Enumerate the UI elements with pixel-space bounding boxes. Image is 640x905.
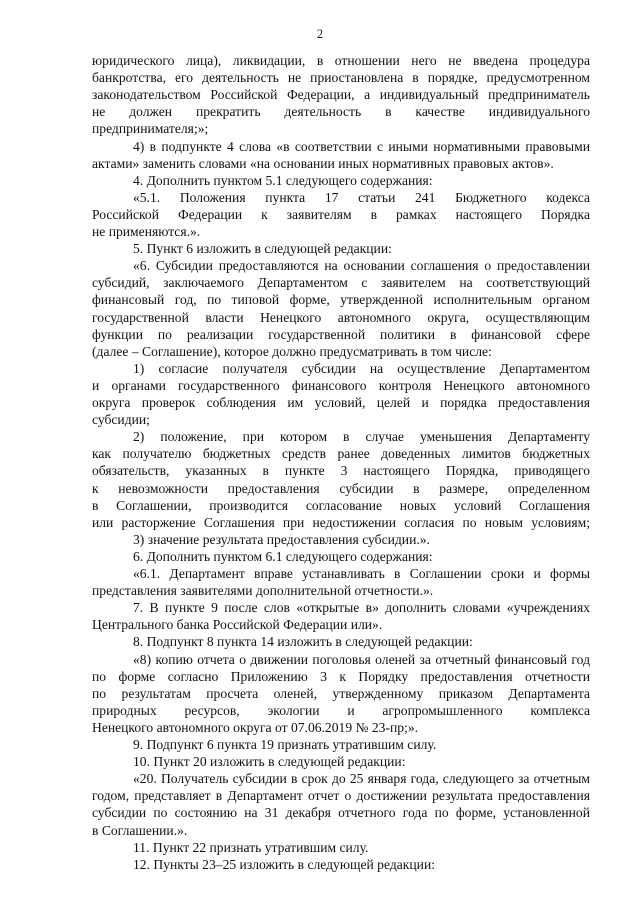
text-line: 2) положение, при котором в случае уменьшения Департаменту	[133, 429, 590, 445]
text-line: или расторжение Соглашения при недостижении согласия по новым условиям;	[92, 514, 590, 530]
text-line: к невозможности предоставления субсидии в размере, определенном	[92, 480, 590, 496]
text-line: субсидий, заключаемого Департаментом с заявителем на соответствующий	[92, 275, 590, 291]
text-line: функции по реализации государственной политики в финансовой сфере	[92, 326, 590, 342]
text-line: 5. Пункт 6 изложить в следующей редакции:	[133, 241, 392, 257]
text-line: и органами государственного финансового контроля Ненецкого автономного	[92, 377, 590, 393]
text-line: 12. Пункты 23–25 изложить в следующей редакции:	[133, 856, 435, 872]
text-line: 7. В пункте 9 после слов «открытые в» дополнить словами «учреждениях	[133, 600, 590, 616]
text-line: не применяются.».	[92, 224, 201, 239]
text-line: 11. Пункт 22 признать утратившим силу.	[133, 839, 369, 855]
text-line: 10. Пункт 20 изложить в следующей редакции:	[133, 754, 406, 770]
text-line: субсидии;	[92, 412, 150, 428]
text-line: 3) значение результата предоставления субсидии.».	[133, 531, 430, 547]
text-line: государственной власти Ненецкого автономного округа, осуществляющим	[92, 309, 590, 325]
text-line: 9. Подпункт 6 пункта 19 признать утратившим силу.	[133, 737, 437, 752]
text-line: обязательств, указанных в пункте 3 настоящего Порядка, приводящего	[92, 463, 590, 479]
text-line: Центрального банка Российской Федерации или».	[92, 617, 383, 633]
text-line: 6. Дополнить пунктом 6.1 следующего содержания:	[133, 548, 433, 564]
text-line: Ненецкого автономного округа от 07.06.2019 № 23-пр;».	[92, 719, 419, 735]
text-line: Российской Федерации к заявителям в рамках настоящего Порядка	[92, 206, 590, 222]
text-line: субсидии по состоянию на 31 декабря отчетного года по форме, установленной	[92, 805, 590, 821]
text-line: «5.1. Положения пункта 17 статьи 241 Бюджетного кодекса	[133, 189, 590, 205]
text-line: «20. Получатель субсидии в срок до 25 января года, следующего за отчетным	[133, 771, 590, 787]
text-line: представления заявителями дополнительной отчетности.».	[92, 583, 434, 599]
text-line: 1) согласие получателя субсидии на осуществление Департаментом	[133, 360, 590, 376]
text-line: как получателю бюджетных средств ранее доведенных лимитов бюджетных	[92, 446, 590, 462]
text-line: законодательством Российской Федерации, а индивидуальный предприниматель	[92, 87, 590, 103]
text-line: округа проверок соблюдения им условий, целей и порядка предоставления	[92, 395, 590, 410]
text-line: по форме согласно Приложению 3 к Порядку предоставления отчетности	[92, 668, 590, 684]
text-line: финансовый год, по типовой форме, утвержденной исполнительным органом	[92, 292, 590, 308]
text-line: не должен прекратить деятельность в качестве индивидуального	[92, 104, 590, 120]
text-line: в Соглашении, производится согласование новых условий Соглашения	[92, 497, 590, 513]
text-line: банкротства, его деятельность не приостановлена в порядке, предусмотренном	[92, 70, 590, 86]
text-line: предпринимателя;»;	[92, 121, 209, 137]
text-line: «6.1. Департамент вправе устанавливать в Соглашении сроки и формы	[133, 566, 590, 581]
text-line: (далее – Соглашение), которое должно предусматривать в том числе:	[92, 343, 492, 359]
text-line: «6. Субсидии предоставляются на основании соглашения о предоставлении	[133, 258, 590, 274]
text-line: актами» заменить словами «на основании иных нормативных правовых актов».	[92, 155, 554, 171]
text-line: годом, представляет в Департамент отчет о достижении результата предоставления	[92, 788, 590, 804]
text-line: «8) копию отчета о движении поголовья оленей за отчетный финансовый год	[133, 651, 590, 667]
text-line: в Соглашении.».	[92, 822, 188, 838]
text-line: природных ресурсов, экологии и агропромышленного комплекса	[92, 702, 590, 718]
text-line: по результатам просчета оленей, утвержденному приказом Департамента	[92, 685, 590, 701]
page-number: 2	[316, 27, 324, 41]
text-line: 4. Дополнить пунктом 5.1 следующего содержания:	[133, 172, 433, 188]
text-line: юридического лица), ликвидации, в отношении него не введена процедура	[92, 53, 590, 68]
text-line: 8. Подпункт 8 пункта 14 изложить в следующей редакции:	[133, 634, 473, 650]
text-line: 4) в подпункте 4 слова «в соответствии с иными нормативными правовыми	[133, 138, 590, 154]
